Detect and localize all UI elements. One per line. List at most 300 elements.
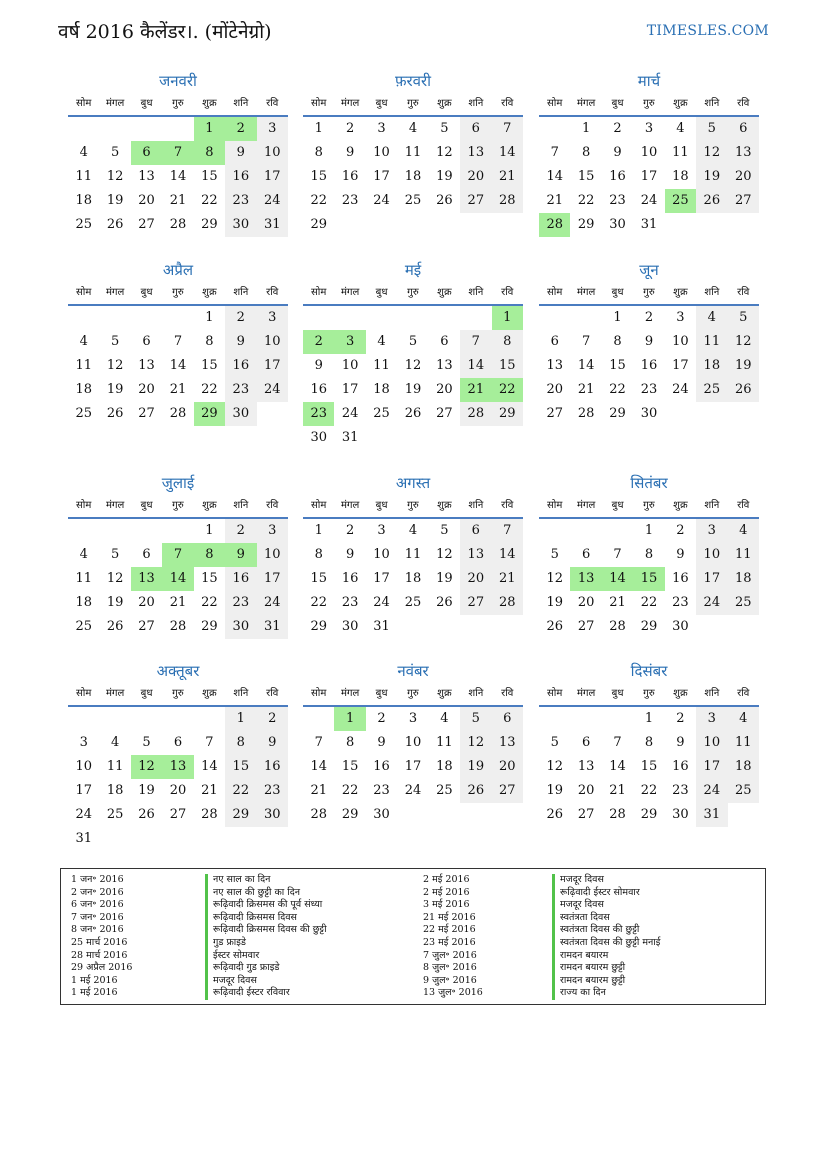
month-block (539, 662, 759, 827)
day-cell: 16 (640, 358, 658, 373)
day-cell: 14 (460, 354, 491, 378)
day-cell: 20 (138, 193, 155, 208)
day-cell: 7 (162, 141, 193, 165)
legend-holiday-name: स्वतंत्रता दिवस (552, 912, 660, 925)
day-cell: 26 (728, 378, 759, 402)
day-cell: 2 (225, 117, 256, 141)
weekday-label: सोम (311, 98, 327, 109)
day-cell: 16 (225, 354, 256, 378)
day-cell: 11 (106, 759, 124, 774)
day-cell: 4 (676, 121, 685, 136)
day-cell: 7 (162, 543, 193, 567)
day-cell: 26 (546, 619, 563, 634)
day-cell: 9 (225, 141, 256, 165)
day-cell: 19 (696, 165, 727, 189)
day-cell: 27 (436, 406, 453, 421)
day-cell: 17 (672, 358, 689, 373)
day-cell: 8 (205, 334, 214, 349)
empty-cell (99, 117, 130, 141)
weekday-label: शुक्र (437, 500, 452, 511)
day-cell: 24 (373, 193, 390, 208)
day-cell: 15 (310, 169, 327, 184)
day-cell: 9 (613, 145, 622, 160)
day-cell: 27 (728, 189, 759, 213)
day-cell: 25 (75, 619, 92, 634)
day-cell: 2 (225, 519, 256, 543)
legend-holiday-name: राज्य का दिन (552, 987, 660, 1000)
day-cell: 16 (310, 382, 327, 397)
day-cell: 30 (257, 803, 288, 827)
day-cell: 9 (225, 330, 256, 354)
day-cell: 13 (460, 141, 491, 165)
day-cell: 10 (341, 358, 359, 373)
day-cell: 10 (696, 731, 727, 755)
day-cell: 28 (201, 807, 218, 822)
day-cell: 22 (310, 193, 327, 208)
day-cell: 19 (106, 595, 124, 610)
day-cell: 20 (138, 382, 155, 397)
weekday-label: मंगल (340, 287, 360, 298)
weekday-header (539, 284, 759, 306)
day-cell: 29 (640, 619, 658, 634)
weekday-label: रवि (501, 500, 514, 511)
day-cell: 1 (225, 707, 256, 731)
day-cell: 16 (672, 571, 689, 586)
day-cell: 22 (640, 783, 658, 798)
day-cell: 16 (257, 755, 288, 779)
legend-dates-left (71, 874, 132, 1000)
month-block (303, 72, 523, 237)
day-cell: 3 (696, 519, 727, 543)
day-cell: 23 (672, 595, 689, 610)
day-cell: 26 (404, 406, 422, 421)
day-cell: 16 (609, 169, 626, 184)
empty-cell (68, 519, 99, 543)
day-cell: 18 (728, 567, 759, 591)
day-cell: 28 (492, 591, 523, 615)
empty-cell (429, 306, 460, 330)
day-cell: 29 (640, 807, 658, 822)
day-cell: 11 (728, 731, 759, 755)
day-grid (539, 117, 759, 237)
day-cell: 2 (257, 707, 288, 731)
day-cell: 6 (492, 707, 523, 731)
day-cell: 6 (440, 334, 449, 349)
day-cell: 12 (106, 571, 124, 586)
day-cell: 21 (169, 382, 187, 397)
day-cell: 2 (303, 330, 334, 354)
day-cell: 3 (334, 330, 365, 354)
weekday-label: मंगल (105, 98, 125, 109)
empty-cell (539, 707, 570, 731)
day-cell: 19 (138, 783, 155, 798)
day-cell: 13 (546, 358, 563, 373)
day-cell: 21 (310, 783, 327, 798)
day-cell: 14 (492, 141, 523, 165)
day-cell: 18 (75, 193, 92, 208)
legend-holiday-name: रूढ़िवादी ईस्टर सोमवार (552, 887, 660, 900)
empty-cell (602, 519, 633, 543)
legend-date: 6 जन॰ 2016 (71, 899, 124, 911)
legend-date: 13 जुल॰ 2016 (423, 987, 483, 999)
day-cell: 5 (728, 306, 759, 330)
day-cell: 5 (550, 735, 559, 750)
day-cell: 20 (460, 567, 491, 591)
weekday-label: मंगल (576, 500, 596, 511)
legend-holiday-name: मजदूर दिवस (552, 874, 660, 887)
day-grid (539, 306, 759, 426)
day-cell: 6 (131, 141, 162, 165)
weekday-label: शुक्र (673, 500, 688, 511)
weekday-label: शुक्र (202, 688, 217, 699)
day-cell: 16 (341, 169, 359, 184)
weekday-header (303, 685, 523, 707)
day-cell: 29 (310, 619, 327, 634)
weekday-label: गुरु (407, 287, 419, 298)
weekday-header (539, 95, 759, 117)
empty-cell (68, 117, 99, 141)
day-cell: 26 (106, 619, 124, 634)
day-cell: 9 (676, 547, 685, 562)
day-cell: 1 (613, 310, 622, 325)
month-name: सितंबर (630, 474, 668, 492)
legend-date: 3 मई 2016 (423, 899, 470, 911)
weekday-label: मंगल (576, 98, 596, 109)
month-name: जनवरी (159, 72, 197, 90)
day-cell: 7 (205, 735, 214, 750)
day-cell: 27 (138, 619, 155, 634)
day-cell: 1 (314, 523, 323, 538)
day-cell: 4 (79, 334, 88, 349)
legend-dates-right (423, 874, 483, 1000)
day-cell: 26 (106, 217, 124, 232)
day-cell: 27 (138, 217, 155, 232)
month-block (68, 261, 288, 426)
legend-holiday-name: रूढ़िवादी गुड फ्राइडे (205, 962, 327, 975)
legend-holiday-name: नए साल का दिन (205, 874, 327, 887)
month-block (539, 474, 759, 639)
day-cell: 14 (577, 358, 595, 373)
site-link[interactable]: TIMESLES.COM (646, 23, 769, 39)
legend-date: 2 जन॰ 2016 (71, 886, 124, 898)
day-cell: 28 (169, 619, 187, 634)
day-cell: 6 (142, 547, 151, 562)
legend-date: 2 मई 2016 (423, 874, 470, 885)
day-cell: 10 (672, 334, 689, 349)
weekday-label: रवि (501, 98, 514, 109)
day-cell: 4 (728, 707, 759, 731)
day-cell: 5 (550, 547, 559, 562)
day-cell: 16 (672, 759, 689, 774)
legend-holiday-name: ईस्टर सोमवार (205, 950, 327, 963)
day-cell: 24 (640, 193, 658, 208)
day-cell: 7 (613, 547, 622, 562)
day-cell: 20 (728, 165, 759, 189)
weekday-label: बुध (375, 500, 388, 511)
day-cell: 3 (257, 117, 288, 141)
legend-date: 7 जन॰ 2016 (71, 911, 124, 923)
weekday-label: रवि (266, 98, 279, 109)
day-cell: 19 (106, 193, 124, 208)
day-cell: 21 (169, 595, 187, 610)
weekday-label: सोम (76, 688, 92, 699)
day-cell: 17 (404, 759, 422, 774)
day-cell: 23 (257, 779, 288, 803)
day-cell: 23 (303, 402, 334, 426)
day-cell: 8 (345, 735, 355, 750)
weekday-header (539, 685, 759, 707)
day-cell: 5 (440, 121, 449, 136)
day-cell: 28 (169, 406, 187, 421)
legend-date: 21 मई 2016 (423, 911, 476, 923)
day-cell: 25 (665, 189, 696, 213)
weekday-label: शुक्र (437, 688, 452, 699)
empty-cell (131, 117, 162, 141)
legend-names-left (205, 874, 327, 1000)
empty-cell (539, 117, 570, 141)
day-cell: 5 (110, 145, 120, 160)
day-cell: 14 (602, 567, 633, 591)
weekday-label: गुरु (407, 98, 419, 109)
day-cell: 30 (341, 619, 359, 634)
empty-cell (602, 707, 633, 731)
weekday-label: गुरु (407, 688, 419, 699)
weekday-label: बुध (611, 287, 624, 298)
legend-date: 8 जन॰ 2016 (71, 924, 124, 936)
day-cell: 5 (460, 707, 491, 731)
day-cell: 12 (546, 571, 563, 586)
day-cell: 20 (577, 595, 595, 610)
day-cell: 11 (75, 358, 92, 373)
weekday-label: रवि (501, 287, 514, 298)
day-cell: 25 (106, 807, 124, 822)
day-cell: 14 (609, 759, 626, 774)
day-cell: 13 (728, 141, 759, 165)
legend-date: 25 मार्च 2016 (71, 936, 128, 948)
day-cell: 13 (436, 358, 453, 373)
day-cell: 18 (75, 382, 92, 397)
day-cell: 28 (460, 402, 491, 426)
day-grid (303, 117, 523, 237)
day-cell: 8 (492, 330, 523, 354)
day-grid (303, 519, 523, 639)
weekday-label: रवि (266, 500, 279, 511)
day-cell: 10 (257, 141, 288, 165)
day-cell: 5 (696, 117, 727, 141)
weekday-label: बुध (140, 688, 153, 699)
legend-holiday-name: स्वतंत्रता दिवस की छुट्टी मनाई (552, 937, 660, 950)
empty-cell (162, 707, 193, 731)
weekday-label: बुध (140, 98, 153, 109)
weekday-label: सोम (311, 688, 327, 699)
weekday-label: गुरु (172, 500, 184, 511)
day-cell: 22 (341, 783, 359, 798)
month-block (68, 662, 288, 851)
empty-cell (539, 306, 570, 330)
day-cell: 3 (257, 519, 288, 543)
day-cell: 23 (672, 783, 689, 798)
day-cell: 31 (257, 615, 288, 639)
day-cell: 9 (314, 358, 323, 373)
legend-holiday-name: रूढ़िवादी क्रिसमस दिवस की छुट्टी (205, 924, 327, 937)
weekday-label: मंगल (340, 688, 360, 699)
empty-cell (334, 306, 365, 330)
day-cell: 15 (310, 571, 327, 586)
day-cell: 27 (460, 189, 491, 213)
weekday-label: सोम (311, 500, 327, 511)
day-cell: 12 (106, 358, 124, 373)
day-cell: 29 (201, 619, 218, 634)
day-cell: 2 (345, 121, 355, 136)
day-cell: 20 (460, 165, 491, 189)
day-cell: 15 (640, 759, 658, 774)
weekday-label: गुरु (643, 98, 655, 109)
day-cell: 6 (142, 334, 151, 349)
legend-date: 28 मार्च 2016 (71, 949, 128, 961)
legend-date: 23 मई 2016 (423, 936, 476, 948)
day-cell: 7 (550, 145, 559, 160)
empty-cell (366, 306, 397, 330)
day-cell: 15 (609, 358, 626, 373)
day-cell: 9 (345, 547, 355, 562)
holiday-legend (60, 868, 766, 1005)
day-cell: 12 (404, 358, 422, 373)
day-grid (68, 117, 288, 237)
day-cell: 17 (696, 755, 727, 779)
weekday-header (68, 284, 288, 306)
weekday-header (68, 95, 288, 117)
day-cell: 12 (546, 759, 563, 774)
day-cell: 22 (310, 595, 327, 610)
day-cell: 18 (75, 595, 92, 610)
empty-cell (460, 306, 491, 330)
empty-cell (570, 519, 601, 543)
day-cell: 12 (728, 330, 759, 354)
day-cell: 21 (460, 378, 491, 402)
day-cell: 24 (696, 591, 727, 615)
day-cell: 22 (201, 595, 218, 610)
day-cell: 15 (577, 169, 595, 184)
weekday-label: शनि (704, 500, 720, 511)
day-cell: 28 (539, 213, 570, 237)
weekday-label: मंगल (576, 287, 596, 298)
day-cell: 4 (440, 711, 449, 726)
day-cell: 4 (79, 547, 88, 562)
day-cell: 18 (436, 759, 453, 774)
day-cell: 26 (546, 807, 563, 822)
day-cell: 2 (676, 523, 685, 538)
day-cell: 7 (173, 334, 183, 349)
day-cell: 1 (194, 117, 225, 141)
day-cell: 3 (377, 121, 386, 136)
weekday-label: शुक्र (202, 287, 217, 298)
weekday-label: बुध (375, 688, 388, 699)
day-grid (539, 519, 759, 639)
weekday-header (68, 685, 288, 707)
weekday-label: मंगल (105, 287, 125, 298)
day-cell: 10 (640, 145, 658, 160)
day-cell: 24 (75, 807, 92, 822)
weekday-label: शुक्र (673, 287, 688, 298)
day-cell: 8 (225, 731, 256, 755)
empty-cell (397, 306, 428, 330)
weekday-label: बुध (140, 287, 153, 298)
day-cell: 4 (377, 334, 386, 349)
day-cell: 26 (696, 189, 727, 213)
month-block (303, 662, 523, 827)
day-cell: 23 (225, 591, 256, 615)
day-cell: 5 (142, 735, 151, 750)
day-cell: 14 (492, 543, 523, 567)
empty-cell (99, 306, 130, 330)
legend-holiday-name: रामदन बयारम (552, 950, 660, 963)
day-cell: 1 (205, 310, 214, 325)
day-cell: 14 (201, 759, 218, 774)
day-cell: 27 (169, 807, 187, 822)
month-block (303, 474, 523, 639)
legend-holiday-name: मजदूर दिवस (552, 899, 660, 912)
legend-holiday-name: रामदन बयारम छुट्टी (552, 975, 660, 988)
month-name: अप्रैल (162, 261, 194, 279)
day-cell: 18 (106, 783, 124, 798)
weekday-label: बुध (375, 287, 388, 298)
empty-cell (162, 117, 193, 141)
day-cell: 13 (460, 543, 491, 567)
legend-holiday-name: नए साल की छुट्टी का दिन (205, 887, 327, 900)
day-cell: 15 (201, 358, 218, 373)
day-cell: 6 (581, 735, 591, 750)
day-cell: 14 (546, 169, 563, 184)
day-cell: 19 (404, 382, 422, 397)
day-cell: 23 (609, 193, 626, 208)
empty-cell (570, 306, 601, 330)
day-cell: 24 (404, 783, 422, 798)
day-cell: 3 (257, 306, 288, 330)
day-cell: 10 (373, 547, 390, 562)
day-cell: 20 (577, 783, 595, 798)
day-cell: 11 (373, 358, 390, 373)
day-cell: 27 (138, 406, 155, 421)
day-cell: 18 (404, 571, 422, 586)
weekday-label: बुध (611, 500, 624, 511)
day-cell: 18 (696, 354, 727, 378)
day-cell: 19 (436, 571, 453, 586)
empty-cell (162, 306, 193, 330)
day-cell: 21 (201, 783, 218, 798)
day-cell: 19 (106, 382, 124, 397)
weekday-label: शनि (704, 98, 720, 109)
day-cell: 30 (225, 615, 256, 639)
legend-date: 1 मई 2016 (71, 987, 118, 999)
day-cell: 12 (436, 145, 453, 160)
day-cell: 1 (644, 523, 654, 538)
day-cell: 31 (696, 803, 727, 827)
day-cell: 18 (728, 755, 759, 779)
day-cell: 10 (257, 330, 288, 354)
day-cell: 27 (546, 406, 563, 421)
empty-cell (162, 519, 193, 543)
day-cell: 11 (75, 571, 92, 586)
day-cell: 21 (546, 193, 563, 208)
day-cell: 2 (377, 711, 386, 726)
weekday-header (303, 497, 523, 519)
day-cell: 25 (436, 783, 453, 798)
day-cell: 27 (577, 807, 595, 822)
legend-holiday-name: मजदूर दिवस (205, 975, 327, 988)
day-cell: 22 (609, 382, 626, 397)
day-cell: 9 (225, 543, 256, 567)
day-cell: 7 (581, 334, 591, 349)
